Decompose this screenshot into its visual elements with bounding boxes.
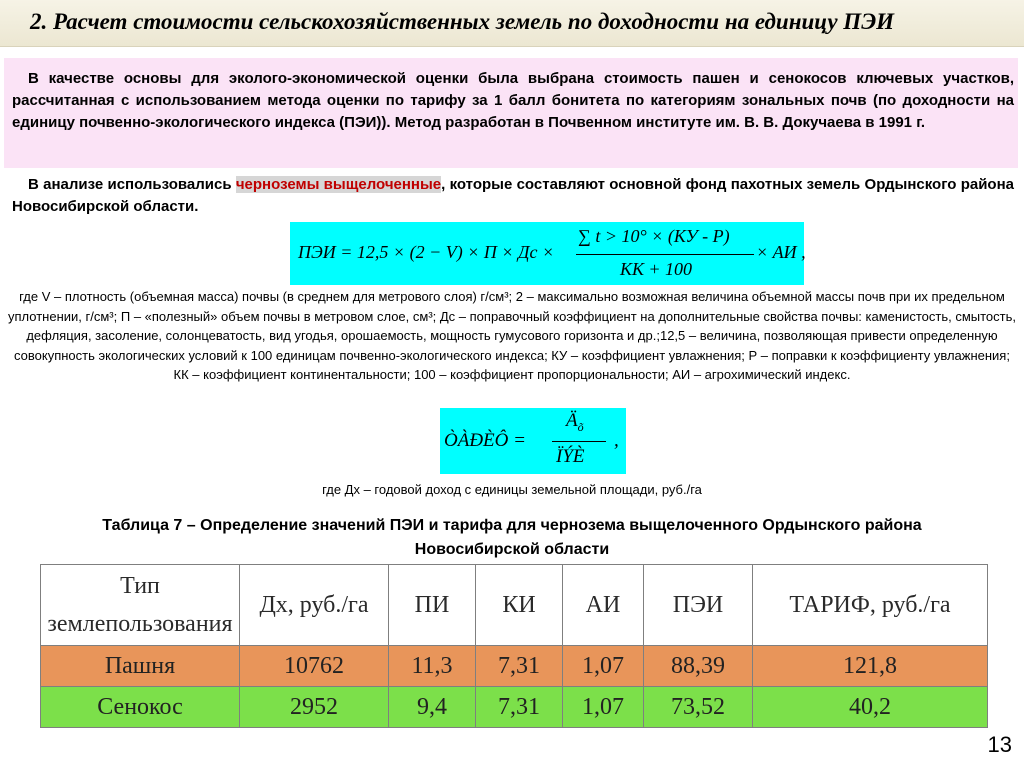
intro-paragraph: В качестве основы для эколого-экономической оценки была выбрана стоимость пашен и сенокосов ключевых участков, рассчитанная с использованием метода оценки по тарифу за 1 балл бонитета по категориям зональных почв (по доходности на единицу почвенно-экологического индекса (ПЭИ)). Метод разработан в Почвенном институте им. В. В. Докучаева в 1991 г. [12,70,1014,131]
tariff-fraction-line [552,441,606,442]
pei-formula-denominator: КК + 100 [620,259,693,279]
table-header-cell: КИ [476,565,563,646]
table-caption: Таблица 7 – Определение значений ПЭИ и тарифа для чернозема выщелоченного Ордынского района Новосибирской области [102,517,922,558]
analysis-paragraph [12,174,1014,218]
table-cell: 9,4 [389,687,476,728]
table-cell: 7,31 [476,687,563,728]
table-cell: 7,31 [476,646,563,687]
soil-type-highlight: черноземы выщелоченные [235,176,442,193]
tariff-formula-right: , [614,430,619,451]
pei-formula-right: × АИ , [756,242,806,262]
pei-formula-left: ПЭИ = 12,5 × (2 − V) × П × Дс × [298,242,555,262]
table-cell: Сенокос [41,687,240,728]
table-header-row [41,565,988,646]
tariff-numerator-sub: õ [577,419,584,434]
table-header-cell: ПИ [389,565,476,646]
tariff-formula-numerator: $Ä_õ$ [566,410,584,434]
table-cell: 88,39 [644,646,753,687]
table-cell: 121,8 [753,646,988,687]
analysis-text-after: , которые составляют основной фонд пахотных земель Ордынского района Новосибирской области. [12,176,1014,215]
table-header-cell: ПЭИ [644,565,753,646]
table-header-cell: Тип землепользования [41,565,240,646]
tariff-formula [440,408,626,474]
table-row-hayfield [41,687,988,728]
table-row-pasture [41,646,988,687]
page-number: 13 [987,732,1012,757]
table-header-cell: АИ [563,565,644,646]
table-cell: 1,07 [563,646,644,687]
title-bar [0,0,1024,47]
slide-title: 2. Расчет стоимости сельскохозяйственных земель по доходности на единицу ПЭИ [30,9,895,34]
tariff-formula-denominator: ÏÝÈ [556,446,585,467]
pei-formula [290,222,804,285]
table-cell: 1,07 [563,687,644,728]
pei-tariff-table [40,564,988,728]
table-cell: Пашня [41,646,240,687]
income-note: где Дх – годовой доход с единицы земельной площади, руб./га [322,482,702,497]
table-cell: 40,2 [753,687,988,728]
table-cell: 73,52 [644,687,753,728]
table-cell: 10762 [240,646,389,687]
table-header-cell: Дх, руб./га [240,565,389,646]
table-header-cell: ТАРИФ, руб./га [753,565,988,646]
pei-formula-numerator: ∑ t > 10° × (КУ - Р) [578,226,730,246]
table-cell: 2952 [240,687,389,728]
tariff-formula-left: ÒÀÐÈÔ = [444,430,526,451]
pei-fraction-line [576,254,754,255]
table-cell: 11,3 [389,646,476,687]
analysis-text-before: В анализе использовались [28,176,236,193]
formula-notes: где V – плотность (объемная масса) почвы (в среднем для метрового слоя) г/см³; 2 – максимально возможная величина объемной массы почв при их предельном уплотнении, г/см³; П – «полезный» объем почвы в метровом слое, см³; Дс – поправочный коэффициент на дополнительные свойства почвы: каменистость, смытость, дефляция, засоление, солонцеватость, вид угодья, орошаемость, мощность гумусового горизонта и др.;12,5 – величина, позволяющая привести определенную совокупность экологических условий к 100 единицам почвенно-экологического индекса; КУ – коэффициент увлажнения; Р – поправки к коэффициенту увлажнения; КК – коэффициент континентальности; 100 – коэффициент пропорциональности; АИ – агрохимический индекс. [8,289,1016,382]
